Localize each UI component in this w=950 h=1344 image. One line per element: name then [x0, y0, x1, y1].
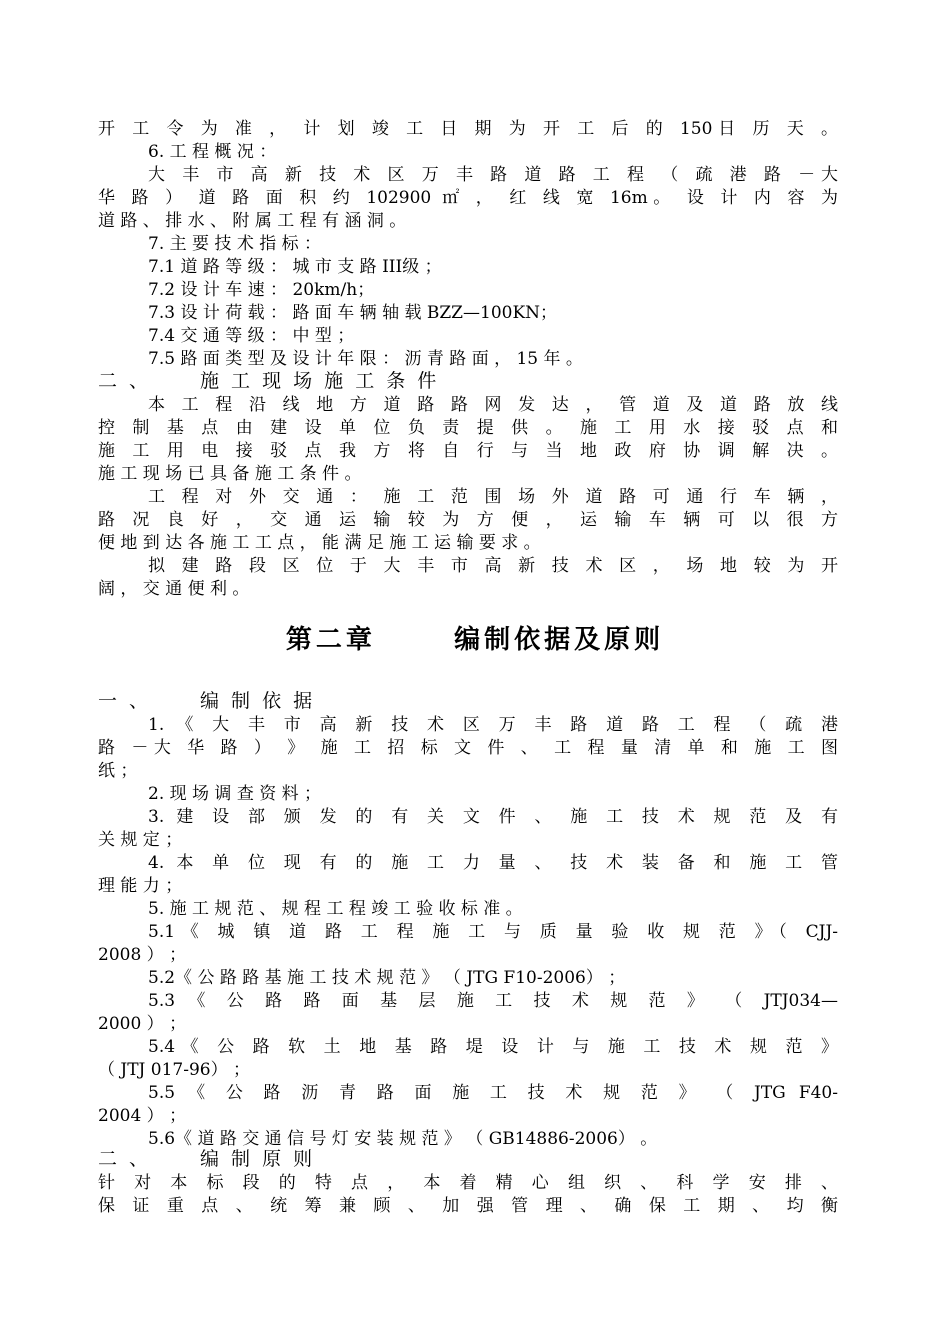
list-item-cont: 路 －大 华 路 ） 》 施 工 招 标 文 件 、 工 程 量 清 单 和 施 工 图: [98, 738, 838, 758]
section-number: 二 、: [98, 370, 152, 392]
list-item: 4. 本 单 位 现 有 的 施 工 力 量 、 技 术 装 备 和 施 工 管: [148, 853, 838, 873]
section-title: 编 制 原 则: [200, 1148, 316, 1170]
paragraph-line: 便 地 到 达 各 施 工 工 点 ， 能 满 足 施 工 运 输 要 求 。: [98, 533, 541, 553]
list-item: 2. 现 场 调 查 资 料 ；: [148, 784, 322, 804]
section-heading: [98, 1148, 838, 1170]
paragraph-line: 施 工 现 场 已 具 备 施 工 条 件 。: [98, 464, 362, 484]
item-heading: 7. 主 要 技 术 指 标 ：: [148, 234, 322, 254]
list-item: 5.2《 公 路 路 基 施 工 技 术 规 范 》 （ JTG F10-2006） ；: [148, 968, 626, 988]
list-item: 5.4《 公 路 软 土 地 基 路 堤 设 计 与 施 工 技 术 规 范 》: [148, 1037, 838, 1057]
paragraph-line: 工 程 对 外 交 通 ： 施 工 范 围 场 外 道 路 可 通 行 车 辆 ，: [148, 487, 838, 507]
list-item-cont: （ JTJ 017-96） ；: [98, 1060, 251, 1080]
list-item: 5.3 《 公 路 路 面 基 层 施 工 技 术 规 范 》 （ JTJ034—: [148, 991, 838, 1011]
list-item-cont: 2004 ） ；: [98, 1106, 187, 1126]
list-item-cont: 纸 ；: [98, 761, 138, 781]
list-item: 7.5 路 面 类 型 及 设 计 年 限 ： 沥 青 路 面 ， 15 年 。: [148, 349, 583, 369]
section-title: 施 工 现 场 施 工 条 件: [200, 370, 440, 392]
paragraph-line: 针 对 本 标 段 的 特 点 ， 本 着 精 心 组 织 、 科 学 安 排 、: [98, 1173, 838, 1193]
list-item: 3. 建 设 部 颁 发 的 有 关 文 件 、 施 工 技 术 规 范 及 有: [148, 807, 838, 827]
list-item-cont: 理 能 力 ；: [98, 876, 183, 896]
paragraph-line: 开 工 令 为 准 ， 计 划 竣 工 日 期 为 开 工 后 的 150日 历 天 。: [98, 119, 838, 139]
section-heading: [98, 370, 838, 392]
paragraph-line: 本 工 程 沿 线 地 方 道 路 路 网 发 达 ， 管 道 及 道 路 放 线: [148, 395, 838, 415]
list-item: 5.5 《 公 路 沥 青 路 面 施 工 技 术 规 范 》 （ JTG F40-: [148, 1083, 838, 1103]
paragraph-line: 大 丰 市 高 新 技 术 区 万 丰 路 道 路 工 程 （ 疏 港 路 －大: [148, 165, 838, 185]
list-item: 5.1《 城 镇 道 路 工 程 施 工 与 质 量 验 收 规 范 》（ CJJ-: [148, 922, 838, 942]
paragraph-line: 路 况 良 好 ， 交 通 运 输 较 为 方 便 ， 运 输 车 辆 可 以 很 方: [98, 510, 838, 530]
paragraph-line: 施 工 用 电 接 驳 点 我 方 将 自 行 与 当 地 政 府 协 调 解 决 。: [98, 441, 838, 461]
paragraph-line: 保 证 重 点 、 统 筹 兼 顾 、 加 强 管 理 、 确 保 工 期 、 均 衡: [98, 1196, 838, 1216]
list-item-cont: 关 规 定 ；: [98, 830, 183, 850]
section-heading: [98, 690, 838, 712]
list-item-cont: 2000 ） ；: [98, 1014, 187, 1034]
list-item: 7.4 交 通 等 级 ： 中 型 ；: [148, 326, 355, 346]
list-item: 7.3 设 计 荷 载 ： 路 面 车 辆 轴 载 BZZ—100KN；: [148, 303, 558, 323]
paragraph-line: 拟 建 路 段 区 位 于 大 丰 市 高 新 技 术 区 ， 场 地 较 为 开: [148, 556, 838, 576]
item-heading: 6. 工 程 概 况 ：: [148, 142, 277, 162]
list-item: 7.2 设 计 车 速 ： 20km/h；: [148, 280, 375, 300]
list-item: 5.6《 道 路 交 通 信 号 灯 安 装 规 范 》 （ GB14886-2006） 。: [148, 1129, 658, 1149]
section-title: 编 制 依 据: [200, 690, 316, 712]
chapter-title: 第二章 编制依据及原则: [285, 625, 665, 655]
list-item: 5. 施 工 规 范 、 规 程 工 程 竣 工 验 收 标 准 。: [148, 899, 523, 919]
list-item: 7.1 道 路 等 级 ： 城 市 支 路 III级 ；: [148, 257, 442, 277]
paragraph-line: 华 路 ） 道 路 面 积 约 102900 ㎡ ， 红 线 宽 16m。 设 计 内 容 为: [98, 188, 838, 208]
list-item-cont: 2008 ） ；: [98, 945, 187, 965]
paragraph-line: 控 制 基 点 由 建 设 单 位 负 责 提 供 。 施 工 用 水 接 驳 点 和: [98, 418, 838, 438]
paragraph-line: 阔 ， 交 通 便 利 。: [98, 579, 250, 599]
section-number: 一 、: [98, 690, 152, 712]
list-item: 1. 《 大 丰 市 高 新 技 术 区 万 丰 路 道 路 工 程 （ 疏 港: [148, 715, 838, 735]
paragraph-line: 道 路 、 排 水 、 附 属 工 程 有 涵 洞 。: [98, 211, 407, 231]
section-number: 二 、: [98, 1148, 152, 1170]
